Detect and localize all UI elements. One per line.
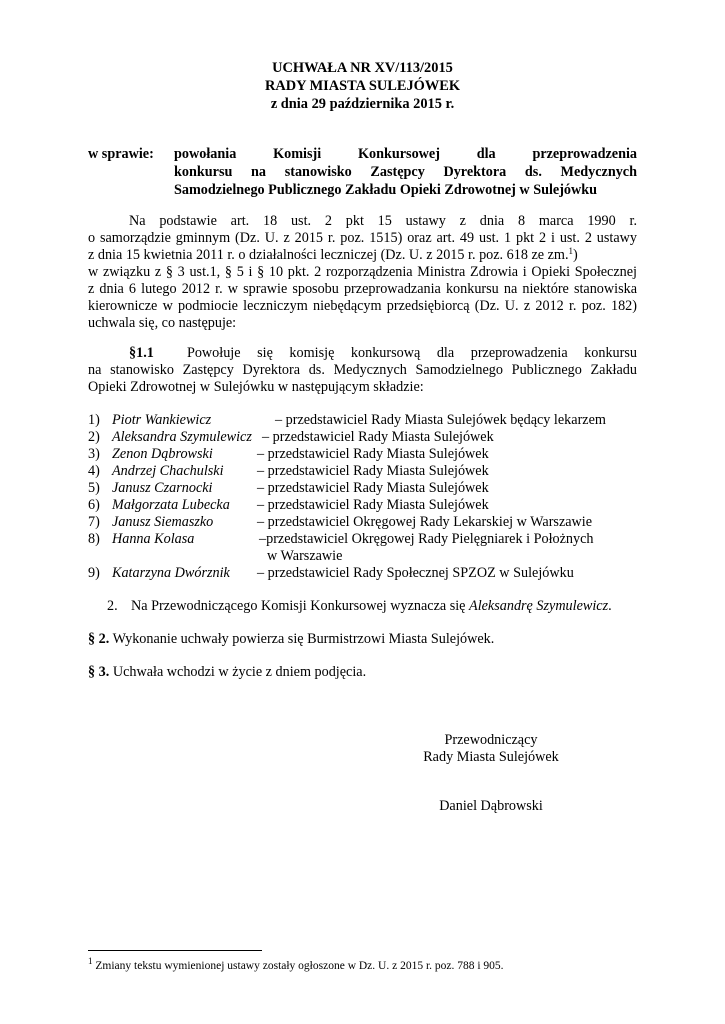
member-name: Aleksandra Szymulewicz xyxy=(112,429,252,445)
member-number: 5) xyxy=(88,480,100,496)
member-number: 7) xyxy=(88,514,100,530)
member-role: – przedstawiciel Rady Miasta Sulejówek xyxy=(257,497,489,513)
member-role: – przedstawiciel Rady Miasta Sulejówek będący lekarzem xyxy=(275,412,606,428)
member-name: Małgorzata Lubecka xyxy=(112,497,230,513)
member-name: Zenon Dąbrowski xyxy=(112,446,213,462)
preamble-line-3 xyxy=(88,247,637,264)
point-2-number: 2. xyxy=(107,598,118,614)
member-name: Janusz Czarnocki xyxy=(112,480,213,496)
member-role: – przedstawiciel Rady Miasta Sulejówek xyxy=(262,429,494,445)
member-name: Piotr Wankiewicz xyxy=(112,412,212,428)
resolution-date: z dnia 29 października 2015 r. xyxy=(270,96,455,112)
preamble-line-6: kierownicze w podmiocie leczniczym niebędącym przedsiębiorcą (Dz. U. z 2012 r. poz. 182) xyxy=(88,298,637,314)
subject-line-2: konkursu na stanowisko Zastępcy Dyrektora ds. Medycznych xyxy=(174,164,637,180)
subject-label: w sprawie: xyxy=(88,146,154,162)
member-name: Hanna Kolasa xyxy=(112,531,195,547)
resolution-number: UCHWAŁA NR XV/113/2015 xyxy=(272,60,453,76)
footnote-number: 1 xyxy=(88,956,93,966)
member-number: 4) xyxy=(88,463,100,479)
section-1-line-1-text: Powołuje się komisję konkursową dla przeprowadzenia konkursu xyxy=(186,345,637,361)
preamble-line-2: o samorządzie gminnym (Dz. U. z 2015 r. poz. 1515) oraz art. 49 ust. 1 pkt 2 i ust. 2 ustawy xyxy=(88,230,637,246)
point-2-body: Na Przewodniczącego Komisji Konkursowej wyznacza się xyxy=(131,598,470,614)
footnote-text: Zmiany tekstu wymienionej ustawy zostały ogłoszone w Dz. U. z 2015 r. poz. 788 i 905. xyxy=(92,960,504,972)
footnote-reference: 1 xyxy=(568,246,574,256)
section-1-line-1 xyxy=(129,345,637,362)
section-2-marker: § 2. xyxy=(88,631,110,647)
section-1-line-3: Opieki Zdrowotnej w Sulejówku w następującym składzie: xyxy=(88,379,424,395)
member-number: 1) xyxy=(88,412,100,428)
member-role: – przedstawiciel Rady Miasta Sulejówek xyxy=(257,463,489,479)
subject-line-3: Samodzielnego Publicznego Zakładu Opieki Zdrowotnej w Sulejówku xyxy=(174,182,598,198)
member-number: 6) xyxy=(88,497,100,513)
member-role: – przedstawiciel Okręgowej Rady Lekarskiej w Warszawie xyxy=(257,514,593,530)
member-name: Katarzyna Dwórznik xyxy=(112,565,230,581)
council-name: RADY MIASTA SULEJÓWEK xyxy=(264,78,461,94)
signature-name: Daniel Dąbrowski xyxy=(439,798,543,814)
preamble-line-3-end: ) xyxy=(573,247,578,263)
section-3-text: Uchwała wchodzi w życie z dniem podjęcia. xyxy=(109,664,367,680)
member-role: –przedstawiciel Okręgowej Rady Pielęgniarek i Położnych xyxy=(259,531,594,547)
signature-council: Rady Miasta Sulejówek xyxy=(423,749,559,765)
preamble-line-5: z dnia 6 lutego 2012 r. w sprawie sposobu przeprowadzania konkursu na niektóre stanowiska xyxy=(88,281,637,297)
point-2-end: . xyxy=(608,598,612,614)
section-2 xyxy=(88,631,494,648)
section-3-marker: § 3. xyxy=(88,664,110,680)
signature-title: Przewodniczący xyxy=(444,732,538,748)
member-name: Janusz Siemaszko xyxy=(112,514,214,530)
member-role-continued: w Warszawie xyxy=(267,548,343,564)
member-role: – przedstawiciel Rady Miasta Sulejówek xyxy=(257,446,489,462)
section-3 xyxy=(88,664,366,681)
member-number: 3) xyxy=(88,446,100,462)
member-number: 9) xyxy=(88,565,100,581)
footnote xyxy=(88,958,504,975)
member-number: 2) xyxy=(88,429,100,445)
section-1-marker: §1.1 xyxy=(129,345,154,361)
preamble-line-7: uchwala się, co następuje: xyxy=(88,315,237,331)
subject-line-1: powołania Komisji Konkursowej dla przeprowadzenia xyxy=(174,146,637,162)
member-role: – przedstawiciel Rady Miasta Sulejówek xyxy=(257,480,489,496)
member-role: – przedstawiciel Rady Społecznej SPZOZ w Sulejówku xyxy=(257,565,574,581)
preamble-line-1: Na podstawie art. 18 ust. 2 pkt 15 ustawy z dnia 8 marca 1990 r. xyxy=(129,213,637,229)
preamble-line-4: w związku z § 3 ust.1, § 5 i § 10 pkt. 2 rozporządzenia Ministra Zdrowia i Opieki Społecznej xyxy=(88,264,637,280)
footnote-separator xyxy=(88,950,262,951)
section-1-line-2: na stanowisko Zastępcy Dyrektora ds. Medycznych Samodzielnego Publicznego Zakładu xyxy=(88,362,637,378)
point-2-text xyxy=(131,598,612,615)
preamble-line-3-text: z dnia 15 kwietnia 2011 r. o działalności leczniczej (Dz. U. z 2015 r. poz. 618 ze zm. xyxy=(88,247,569,263)
section-2-text: Wykonanie uchwały powierza się Burmistrzowi Miasta Sulejówek. xyxy=(109,631,495,647)
member-number: 8) xyxy=(88,531,100,547)
member-name: Andrzej Chachulski xyxy=(112,463,224,479)
chair-name: Aleksandrę Szymulewicz xyxy=(469,598,609,614)
